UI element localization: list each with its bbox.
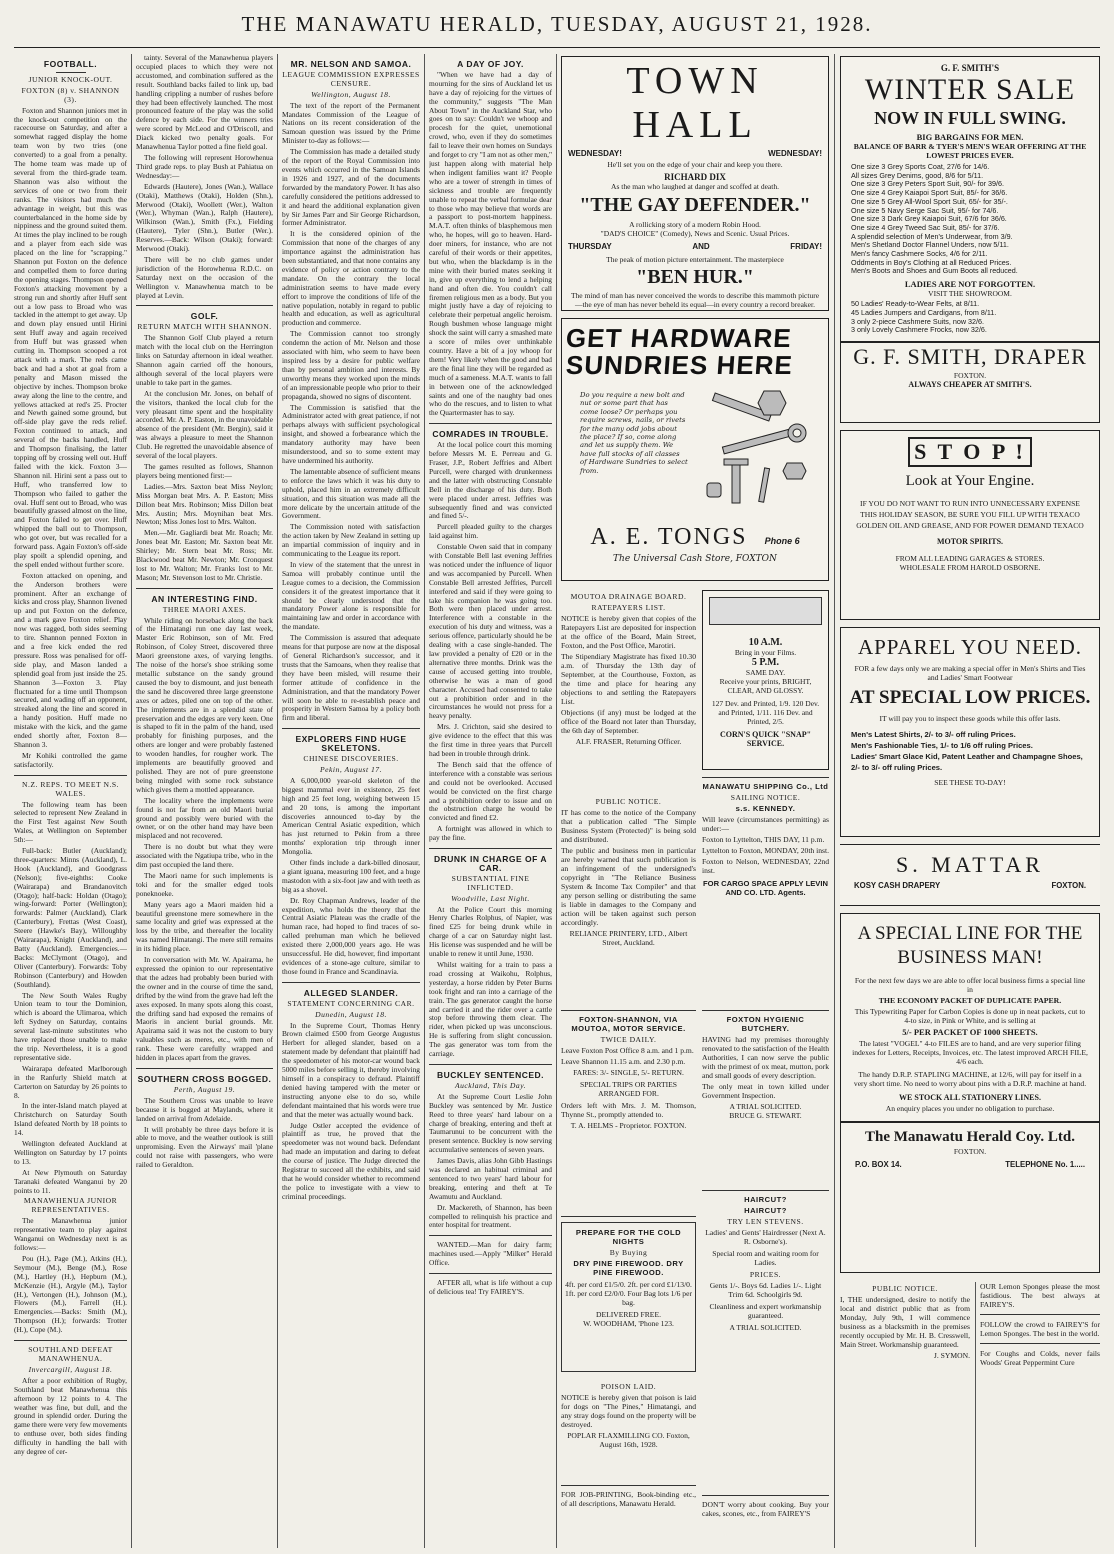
star-name: RICHARD DIX <box>664 172 726 182</box>
buckley-article: At the Supreme Court Leslie John Buckley was sentenced by Mr. Justice Reed to three years' hard labour on a charge of breaking, entering and theft at Taumarunui to be concurrent with the present sentence. Buckley is now serving accumulative sentences of seven years. <box>429 1091 552 1155</box>
divider <box>136 588 273 589</box>
kodak-line: SAME DAY. <box>745 668 786 677</box>
notice-subheading: RATEPAYERS LIST. <box>591 603 666 612</box>
sale-title: WINTER SALE <box>864 73 1076 106</box>
divider <box>282 728 420 729</box>
southland-article: After a poor exhibition of Rugby, Southland beat Manawhenua this afternoon by 12 points to 4. The weather was fine, but dull, and the ground in splendid order. During the game there were very few movements to enthuse over, both sides finding difficulty in handling the ball with any degree of cer- <box>14 1375 127 1457</box>
sale-item: One size 5 Grey All-Wool Sport Suit, 65/- for 35/-. <box>851 196 1008 206</box>
day-label: WEDNESDAY! <box>768 149 822 158</box>
herald-town: FOXTON. <box>953 1147 987 1156</box>
nz-reps-article: Full-back: Butler (Auckland); three-quarters: Minns (Auckland), L. Hook (Auckland), and Goodgrass (Nelson); five-eighths: Cooke (Wairarapa) and Brandanovitch (Otago); half-back: Holdan (Otago); wing-forward: Porter (Wellington); forwards: Palmer (Auckland), Clark (Canterbury), Frettas (West Coast), Steere (Hawke's Bay), Willoughby (Wairarapa), Knight (Auckland), and Batty (Auckland). Emergencies.—Backs: McClymont (Otago), and Oliver (Canterbury). Forwards: Toby Robinson (Canterbury) and Howden (Southland). <box>14 846 127 989</box>
football-article: The following will represent Horowhenua Third grade reps. to play Bush at Pahiatua on Wednesday:— <box>136 152 273 180</box>
apparel-ad <box>840 627 1100 837</box>
notice-body: Will leave (circumstances permitting) as under:— <box>702 815 829 833</box>
masthead-rule <box>14 47 1100 48</box>
promo-line: The peak of motion picture entertainment. The masterpiece <box>606 255 784 264</box>
notice-heading: FOXTON-SHANNON, VIA MOUTOA, MOTOR SERVICE. <box>571 1015 686 1033</box>
notice-body: I, THE undersigned, desire to notify the local and district public that as from Monday, July 9th, I will commence business as a blacksmith in the premises recently occupied by Mr. H. B. Cresswell, Main Street. Workmanship guaranteed. <box>840 1295 970 1349</box>
samoa-article: The Commission cannot too strongly condemn the action of Mr. Nelson and those associated with him, who seem to have been inspired less by a desire for public welfare than by personal ambition and interests. By unworthy means they worked upon the minds of an impressionable people who prior to their propaganda, showed no signs of discontent. <box>282 329 420 401</box>
sale-item: A splendid selection of Men's Underwear, from 3/9. <box>851 231 1013 241</box>
trouble-article: The Bench said that the offence of interference with a constable was serious and could not be overlooked. Accused would be convicted on the first charge and a prohibition order to issue and on the obstruction charge he would be convicted and fined £2. <box>429 759 552 823</box>
dateline: Wellington, August 18. <box>311 89 391 99</box>
samoa-article: The Commission is assured that adequate means for that purpose are now at the disposal of General Richardson's successor, and it trusts that the Samoans, when they realise that they have been misled, will resume their former attitude of confidence in the Administration, and that the mandatory Power will soon be able to re-establish peace and prosperity in Western Samoa by a policy both firm and liberal. <box>282 633 420 723</box>
divider <box>980 1314 1100 1315</box>
column-1 <box>14 54 127 1548</box>
firewood-prices: 4ft. per cord £1/5/0. 2ft. per cord £1/13/0. 1ft. per cord £2/0/0. Four Bag lots 1/6 per bag. <box>565 1280 692 1307</box>
prices-heading: PRICES. <box>749 1270 782 1279</box>
gf-smith-ad <box>840 56 1100 423</box>
sale-item: 3 only Lovely Cashmere Frocks, now 32/6. <box>851 325 987 335</box>
apparel-item: Ladies' Smart Glace Kid, Patent Leather and Champagne Shoes, 2/- to 3/- off ruling Prices. <box>851 752 1083 772</box>
wanted-ad: WANTED.—Man for dairy farm; machines used.—Apply "Milker" Herald Office. <box>429 1240 552 1268</box>
kodak-service: CORN'S QUICK "SNAP" SERVICE. <box>719 730 812 748</box>
tea-ad: AFTER all, what is life without a cup of delicious tea! Try FAIREY'S. <box>429 1278 552 1296</box>
kodak-time: 10 A.M. <box>748 637 783 648</box>
find-article: The locality where the implements were found is not far from an old Maori burial ground and possibly were buried with the owner, or on the other hand may have been misplaced and not recovered. <box>136 795 273 841</box>
drainage-notice <box>561 590 696 785</box>
dateline: Woodville, Last Night. <box>451 893 530 903</box>
dateline: Dunedin, August 18. <box>315 1009 387 1019</box>
business-body: This Typewriting Paper for Carbon Copies is done up in neat packets, cut to 4-to size, in Pink or White, and is selling at <box>854 1007 1086 1025</box>
trouble-article: Mrs. J. Crichton, said she desired to give evidence to the effect that this was the first time in three years that Purcell had been in trouble through drink. <box>429 722 552 758</box>
news-brief: Wairarapa defeated Marlborough in the Ranfurly Shield match at Carterton on Saturday by 26 points to 8. <box>14 1063 127 1100</box>
promo-line: "DAD'S CHOICE" (Comedy), News and Scenic. Usual Prices. <box>600 229 790 238</box>
column-divider <box>834 54 835 1548</box>
mattar-ad <box>840 844 1100 906</box>
notice-body: NOTICE is hereby given that poison is laid for dogs on "The Pines," Himatangi, and any stray dogs found on the property will be destroyed. <box>561 1393 696 1429</box>
joy-heading: A DAY OF JOY. <box>457 59 524 69</box>
samoa-subheading: LEAGUE COMMISSION EXPRESSES CENSURE. <box>282 69 420 88</box>
day-label: THURSDAY <box>568 242 612 251</box>
ad-body: FOR JOB-PRINTING, Book-binding etc., of all descriptions, Manawatu Herald. <box>561 1490 696 1508</box>
find-article: In conversation with Mr. W. Apairama, he expressed the opinion to our representative that the adzes had probably been buried with the owner and in the course of time the sand, drifted by the wind from the grave had left the axes exposed. In many spots along this coast, the drifting sand had exposed the remains of Maoris in ancient burial grounds. Mr. Apairama said it was not the custom to bury valuables such as meres, etc., with men of rank. These were carefully wrapped and hidden in places apart from the graves. <box>136 955 273 1063</box>
poison-notice <box>561 1380 696 1475</box>
store-name: G. F. SMITH'S <box>940 63 1000 73</box>
notice-heading: FOXTON HYGIENIC BUTCHERY. <box>726 1015 805 1033</box>
apparel-see: SEE THESE TO-DAY! <box>934 778 1006 787</box>
stationery-line: WE STOCK ALL STATIONERY LINES. <box>899 1093 1041 1102</box>
nz-reps-article: The New South Wales Rugby Union team to tour the Dominion, which is aboard the Ulimaroa, which left Sydney on Saturday, contains several last-minute substitutes who have replaced those unable to make the trip. Nevertheless, it is a good representative side. <box>14 990 127 1062</box>
divider <box>429 848 552 849</box>
golf-heading: GOLF. <box>190 311 219 322</box>
divider <box>282 982 420 983</box>
samoa-article: The Commission noted with satisfaction the action taken by New Zealand in setting up an impartial commission of inquiry and in communicating to the League its report. <box>282 522 420 559</box>
balance-line: BALANCE OF BARR & TYER'S MEN'S WEAR OFFERING AT THE LOWEST PRICES EVER. <box>853 142 1087 160</box>
skeletons-article: Dr. Roy Chapman Andrews, leader of the expedition, who holds the theory that the Central Asiatic Plateau was the cradle of the human race, had hoped to find traces of so-called prehuman man which he believed existed there 2,000,000 years ago. He was unsuccessful. He did, however, find important evidences of a stone-age culture, similar to those found in France and Scandinavia. <box>282 895 420 976</box>
hardware-copy: Do you require a new bolt and nut or some part that has come loose? Or perhaps you require screws, nails, or rivets for the many odd jobs about the place? If so, come along and let us supply them. We have full stocks of all classes of Hardware Sundries to select from. <box>580 391 688 475</box>
golf-article: The Shannon Golf Club played a return match with the local club on the Herrington links on Saturday afternoon in ideal weather. Shannon again carried off the honours, although several of the local players were unable to take part in the games. <box>136 333 273 387</box>
divider <box>429 1273 552 1274</box>
town-hall-title: TOWN HALL <box>626 60 764 146</box>
business-body: An enquiry places you under no obligation to purchase. <box>885 1104 1055 1113</box>
ad-body: Cleanliness and expert workmanship guaranteed. <box>709 1302 822 1320</box>
sale-item: Oddments in Boy's Clothing at all Reduced Prices. <box>851 257 1012 267</box>
skeletons-heading: EXPLORERS FIND HUGE SKELETONS. <box>295 734 407 754</box>
notice-body: IT has come to the notice of the Company that a publication called "The Simple Business System (Protected)" is being sold and distributed. <box>561 808 696 844</box>
hardware-headline: GET HARDWARE <box>564 323 793 353</box>
draper-slogan: ALWAYS CHEAPER AT SMITH'S. <box>908 379 1032 389</box>
sale-items <box>841 160 1099 279</box>
column-2 <box>136 54 273 1548</box>
sale-item: 50 Ladies' Ready-to-Wear Felts, at 8/11. <box>851 299 980 309</box>
business-heading: A SPECIAL LINE FOR THE BUSINESS MAN! <box>857 923 1083 968</box>
stop-from: FROM ALL LEADING GARAGES & STORES. <box>895 554 1045 563</box>
dateline: Pekin, August 17. <box>320 764 382 774</box>
motor-spirits: MOTOR SPIRITS. <box>936 537 1004 546</box>
apparel-heading: APPAREL YOU NEED. <box>857 635 1083 659</box>
slander-subheading: STATEMENT CONCERNING CAR. <box>287 998 415 1008</box>
sale-item: Men's Shetland Doctor Flannel Unders, now 5/11. <box>851 240 1009 250</box>
golf-article: Ladies.—Mrs. Saxton beat Miss Neylon; Miss Morgan beat Mrs. A. P. Easton; Miss Dillon beat Mrs. Robinson; Miss Dillon beat Mrs. Austin; Mrs. Moynihan beat Mrs. Newton; Miss Jones lost to Mrs. Walton. <box>136 481 273 527</box>
trial-line: A TRIAL SOLICITED. <box>729 1323 802 1332</box>
golf-article: The games resulted as follows, Shannon players being mentioned first:— <box>136 461 273 480</box>
southern-cross-heading: SOUTHERN CROSS BOGGED. <box>137 1073 272 1084</box>
visit-line: VISIT THE SHOWROOM. <box>928 289 1012 299</box>
news-brief: In the inter-Island match played at Christchurch on Saturday South Island defeated North by 18 points to 14. <box>14 1101 127 1138</box>
notice-body: Leave Foxton Post Office 8 a.m. and 1 p.m. <box>561 1046 694 1055</box>
prices: Gents 1/-. Boys 6d. Ladies 1/-. Light Trim 6d. Schoolgirls 9d. <box>709 1281 822 1299</box>
news-brief: At New Plymouth on Saturday Taranaki defeated Wanganui by 20 points to 11. <box>14 1167 127 1195</box>
divider <box>429 423 552 424</box>
ad-body: DON'T worry about cooking. Buy your cakes, scones, etc., from FAIREY'S <box>702 1500 829 1518</box>
divider <box>136 305 273 306</box>
news-brief: Wellington defeated Auckland at Wellington on Saturday by 17 points to 13. <box>14 1139 127 1166</box>
ad-heading: PREPARE FOR THE COLD NIGHTS <box>575 1228 682 1246</box>
fairey-ad <box>702 1495 829 1552</box>
kodak-time: 5 P.M. <box>751 657 780 668</box>
draper-town: FOXTON. <box>953 370 987 380</box>
slander-article: In the Supreme Court, Thomas Henry Brown claimed £500 from George Augustus Herbert for alleged slander, based on a statement made by defendant that plaintiff had the speedometer of his motor-car wound back 5000 miles before selling it, thereby involving himself in a conspiracy to defraud. Plaintiff denied having tampered with the meter or instructing anyone else to do so, while defendant maintained that his words were true and that the meter was actually wound back. <box>282 1020 420 1119</box>
divider <box>980 1343 1100 1344</box>
kodak-line: Bring in your Films. <box>734 648 797 657</box>
notice-body: Leave Shannon 11.15 a.m. and 2.30 p.m. <box>561 1057 686 1066</box>
business-body: For the next few days we are able to offer local business firms a special line in <box>854 976 1086 994</box>
notice-body: Lyttelton to Foxton, MONDAY, 20th inst. <box>702 846 829 855</box>
feature-title: "THE GAY DEFENDER." <box>579 194 811 216</box>
notice-body: NOTICE is hereby given that copies of the Ratepayers List are deposited for inspection at the office of the Board, Main Street, Foxton, and the Post Office, Marotiri. <box>561 614 696 650</box>
ladies-items <box>841 298 1099 337</box>
shop-tagline: The Universal Cash Store, FOXTON <box>613 554 777 564</box>
find-heading: AN INTERESTING FIND. <box>151 593 258 604</box>
sale-item: One size 4 Grey Tweed Sac Suit, 85/- for 37/6. <box>851 222 1000 232</box>
business-ad <box>840 913 1100 1273</box>
film-box-illustration <box>709 597 822 625</box>
sale-item: One size 4 Grey Kaiapoi Sport Suit, 85/- for 36/6. <box>851 188 1008 198</box>
notice-body: The Stipendiary Magistrate has fixed 10.30 a.m. of Thursday the 13th day of September, at the Courthouse, Foxton, as the time and place for hearing any objections to and settling the Ratepayers List. <box>561 652 696 706</box>
drunk-article: At the Police Court this morning Henry Charles Rolphus, of Napier, was fined £25 for being drunk while in charge of a car on Saturday night last. His license was suspended and he will be unable to renew it until June, 1930. <box>429 904 552 959</box>
find-article: While riding on horseback along the back of the Himatangi run one day last week, Master Eric Robinson, son of Mr. Fred Robinson, of Coley Street, discovered three Maori greenstone axes, of varying lengths. The noise of the horse's shoe striking some metallic substance on the sandy ground caused the boy to dismount, and just beneath the sand he discovered three large greenstone axes or adzes, piled one on top of the other. The implements are in a splendid state of preservation and the edges are very keen. One is shaped to fit in the palm of the hand, used probably for finishing purposes, and the others are longer and were probably fastened to wooden handles, for rougher work. The implements are beautifully grooved and polished. They are not of pure greenstone being mingled with some rock substance which gives them a mottled appearance. <box>136 615 273 794</box>
ad-subheading: TRY LEN STEVENS. <box>727 1217 804 1226</box>
hardware-headline: SUNDRIES HERE <box>564 350 794 380</box>
bargains-heading: BIG BARGAINS FOR MEN. <box>916 132 1024 142</box>
fairey-notices <box>980 1282 1100 1542</box>
shop-name: A. E. TONGS <box>590 524 748 550</box>
town-hall-ad <box>561 56 829 311</box>
day-label: FRIDAY! <box>790 242 822 251</box>
drunk-article: Whilst waiting for a train to pass a road crossing at Waikohu, Rolphus, yesterday, a horse ridden by Peter Burns took fright and ran into a carriage of the train. The gas generator caught the horse and carried it and the rider over a cattle stop before throwing them clear. The rider, when picked up was unconscious. He is suffering from slight concussion. The gas generator was torn from the carriage. <box>429 960 552 1059</box>
joy-article: "When we have had a day of mourning for the sins of Auckland let us have a day of rejoicing for the virtues of the community," suggests "The Man About Town" in the Auckland Star, who goes on to say: Couldn't we whoop and procesh for the quiet, unemotional crowd, who, even if they do sometimes fail to leave their own homes on Sundays and forget to cry "I am not as other men," just happen along with material help when indigent families want it? People who are a tower of strength in times of sickness and trouble are frequently unable to repeat the verbal formulae dear to those who may believe that words are a passport to post-mortem happiness. M.A.T. often thinks of blasphemous men who, he hopes, will go to heaven. Hard-doer miners, for instance, who are not careful of their words or their appetites, but who, when the blackdamp is in the mine with their buried mates seeking it in, give up everything to lend a helping hand and often die. You couldn't call firemen religious men as a body. But you might justly have a day of rejoicing to celebrate their perpetual angelic heroism. Rough bushmen whose language might shock the saint will carry a smashed mate a score of miles over unthinkable country. Have a bit of a joy whoop for them! Very likely when the good and bad are the final line they will be regarded as much of a sameness. M.A.T. wants to fall in between one of the acknowledged saints and one of the naughty bad ones who do the rescues, and to listen to what the Quartermaster has to say. <box>429 69 552 418</box>
column-3 <box>282 54 420 1548</box>
football-article: Foxton and Shannon juniors met in the knock-out competition on the racecourse on Saturday, and after a somewhat ragged display the home team won by two tries (one converted) to a goal from a penalty. The home team was made up of several from the third-grade team. Shannon was also without the services of one or two from their ranks. The visitors had much the advantage in weight, but this was counterbalanced in the home side by nippiness and the ground suited them. At times the play inclined to be rough and a player from each side was placed on the line for "scrapping." Shannon put Foxton on the defence and compelled them to force during the opening stages. Thompson opened Foxton's attacking movement by a strong run and shortly after Huff sent out a low pass to Broad who was tackled in the attempt to get away. Up and down play ensued until Hirini sent Huff away and again received from Huff but was grassed when cutting in. Thompson scooped a rot attack with a mark. The reds came back and had a shot at goal from a penalty and Mason missed the objective by inches. Thompson broke away along the line to the centre, and yellows attacked at red's 25. Procter and Newth gained some ground, but off-side play gave the reds relief. Foxton continued to attack, and several of the backs handled, Huff and Thompson finalising, the latter topping off by crossing well out. Huff failed with the kick. Foxton 3—Shannon nil. Hirini sent a pass out to Huff, who transferred low to Thompson who failed to gather the oval. Huff sent out to Broad, who was beautifully grassed almost on the line, and Foxton failed to get over. Huff whipped the ball out to Thompson, who got over, but was recalled for a forward pass. Again Foxton's off-side play spoilt a splendid opening, and the spell ended without further score. <box>14 105 127 569</box>
samoa-article: The lamentable absence of sufficient means to enforce the laws which it was his duty to uphold, placed him in an extremely difficult situation, and this situation was made all the more delicate by the uncertain attitude of the Government. <box>282 466 420 521</box>
blacksmith-notice <box>840 1282 970 1542</box>
sale-item: One size 5 Navy Serge Sac Suit, 95/- for 74/6. <box>851 205 999 215</box>
slander-heading: ALLEGED SLANDER. <box>303 987 399 998</box>
notice-body: HAVING had my premises thoroughly renovated to the satisfaction of the Health Authorities, I can now serve the public with the primest of ox meat, mutton, pork and small goods of every description. <box>702 1035 829 1080</box>
sale-item: Men's Boots and Shoes and Gum Boots all reduced. <box>851 266 1018 276</box>
fares: FARES: 3/- SINGLE, 5/- RETURN. <box>573 1068 684 1077</box>
po-box: P.O. BOX 14. <box>855 1160 902 1169</box>
dateline: Perth, August 19. <box>173 1084 236 1094</box>
stop-wholesale: WHOLESALE FROM HAROLD OSBORNE. <box>899 563 1041 572</box>
business-body: The handy D.R.P. STAPLING MACHINE, at 12/6, will pay for itself in a very short time. No need to worry about pins with a D.R.P. machine at hand. <box>853 1070 1087 1088</box>
find-article: There is no doubt but what they were associated with the Ngatiupa tribe, who in the dim past occupied the land there. <box>136 842 273 870</box>
dateline: Invercargill, August 18. <box>28 1364 113 1374</box>
divider <box>56 72 86 73</box>
ship-name: s.s. KENNEDY. <box>735 804 796 813</box>
notice-signature: POPLAR FLAXMILLING CO. Foxton, August 16th, 1928. <box>567 1431 690 1449</box>
samoa-article: The Commission has made a detailed study of the report of the Royal Commission into events which occurred in the Samoan Islands in 1926 and 1927, and of the documents forwarded by the mandatory Power. It has also carefully considered the petitions addressed to it and heard the additional explanation given by Sir James Parr and Sir George Richardson, former Administrator. <box>282 147 420 228</box>
economy-packet: THE ECONOMY PACKET OF DUPLICATE PAPER. <box>878 996 1062 1005</box>
southland-heading: SOUTHLAND DEFEAT MANAWHENUA. <box>28 1345 113 1363</box>
herald-company: The Manawatu Herald Coy. Ltd. <box>864 1129 1075 1145</box>
stop-heading: S T O P ! <box>908 437 1032 467</box>
southern-cross-article: It will probably be three days before it is able to move, and the weather outlook is still unpromising. Even the Airways' mail 'plane could not raise with passengers, who were railed to Geraldton. <box>136 1124 273 1170</box>
ad-heading: HAIRCUT? <box>744 1195 787 1204</box>
trial-line: A TRIAL SOLICITED. <box>729 1102 802 1111</box>
find-subheading: THREE MAORI AXES. <box>162 604 247 614</box>
divider <box>136 1068 273 1069</box>
kodak-prices: 127 Dev. and Printed, 1/9. 120 Dev. and Printed, 1/11. 116 Dev. and Printed, 2/5. <box>711 699 820 726</box>
apparel-pay: IT will pay you to inspect these goods while this offer lasts. <box>879 714 1061 723</box>
sale-item: 3 only 2-piece Cashmere Suits, now 32/6. <box>851 316 985 326</box>
notice-heading: PUBLIC NOTICE. <box>595 797 662 806</box>
special-trips: SPECIAL TRIPS OR PARTIES ARRANGED FOR. <box>580 1080 677 1098</box>
business-body: The latest "VOGEL" 4-to FILES are to hand, and are very superior filing indexes for Letters, Receipts, Invoices, etc. The latest improved ARCH FILE, 4/6 each. <box>852 1039 1088 1066</box>
column-divider <box>975 1282 976 1547</box>
draper-name: G. F. SMITH, DRAPER <box>853 343 1087 369</box>
butchery-ad <box>702 1010 829 1186</box>
ad-body: For Coughs and Colds, never fails Woods' Great Peppermint Cure <box>980 1349 1100 1367</box>
sale-item: One size 3 Grey Peters Sport Suit, 90/- for 39/6. <box>851 179 1005 189</box>
notice-body: The public and business men in particular are hereby warned that such publication is an infringement of the undersigned's copyright in "The Reliance Business System & Income Tax Compiler" and that any person selling or distributing the same is liable in damages to the Company and action will be taken against such person accordingly. <box>561 846 696 927</box>
notice-signature: W. WOODHAM, 'Phone 123. <box>583 1319 674 1328</box>
manawhenua-heading: MANAWHENUA JUNIOR REPRESENTATIVES. <box>23 1196 118 1215</box>
motor-service-ad <box>561 1010 696 1217</box>
trouble-article: A fortnight was allowed in which to pay the fine. <box>429 824 552 843</box>
shop-phone: Phone 6 <box>764 536 800 546</box>
notice-heading: PUBLIC NOTICE. <box>872 1284 938 1293</box>
cargo-agents: FOR CARGO SPACE APPLY LEVIN AND CO. LTD. Agents. <box>703 879 828 897</box>
football-article: There will be no club games under jurisdiction of the Horowhenua R.D.C. on Saturday next on the occasion of the Wellington v. Manawhenua match to be played at Levin. <box>136 254 273 300</box>
golf-article: At the conclusion Mr. Jones, on behalf of the visitors, thanked the local club for the very pleasant time spent and the hospitality accorded. Mr. A. P. Easton, in the unavoidable absence of the president (Mr. Bergin), said it was always a pleasure to meet the Shannon Club. He regretted the unavoidable absence of several of the local players. <box>136 388 273 461</box>
football-heading: FOOTBALL. <box>43 59 98 69</box>
notice-signature: ALF. FRASER, Returning Officer. <box>575 737 682 746</box>
ad-heading: HAIRCUT? <box>744 1206 787 1215</box>
promo-line: He'll set you on the edge of your chair and keep you there. <box>607 160 783 169</box>
firewood-ad <box>561 1222 696 1372</box>
kodak-line: Receive your prints, BRIGHT, CLEAR, AND GLOSSY. <box>719 677 812 695</box>
delivery: DELIVERED FREE. <box>596 1310 661 1319</box>
texaco-ad <box>840 430 1100 620</box>
dateline: Auckland, This Day. <box>454 1080 527 1090</box>
job-printing-ad <box>561 1485 696 1550</box>
ad-body: OUR Lemon Sponges please the most fastidious. The best always at FAIREY'S. <box>980 1282 1100 1309</box>
mattar-store: KOSY CASH DRAPERY <box>854 881 941 890</box>
stop-body: IF YOU DO NOT WANT TO RUN INTO UNNECESSARY EXPENSE THIS HOLIDAY SEASON, BE SURE YOU FILL UP WITH TEXACO GOLDEN OIL AND GREASE, AND FOR POWER DEMAND TEXACO <box>856 499 1084 530</box>
junior-heading: JUNIOR KNOCK-OUT. <box>28 74 113 84</box>
day-label: AND <box>692 242 710 251</box>
column-divider <box>131 54 132 1548</box>
divider <box>429 1235 552 1236</box>
mattar-name: S. MATTAR <box>896 852 1044 877</box>
business-price: 5/- PER PACKET OF 1000 SHEETS. <box>902 1027 1038 1037</box>
notice-signature: T. A. HELMS - Proprietor. FOXTON. <box>570 1121 687 1130</box>
southland-article: tainty. Several of the Manawhenua players occupied places to which they were not accustomed, and combination suffered as the result. Southland backs failed to link up, bad handling crippling a number of rushes before they had been effectively launched. The most pronounced feature of the play was the solid defence by each side. For the winners tries were scored by McLeod and O'Driscoll, and Diack kicked two penalty goals. For Manawhenua Taylor potted a fine field goal. <box>136 54 273 152</box>
column-divider <box>277 54 278 1548</box>
promo-line: A rollicking story of a modern Robin Hood. <box>629 220 761 229</box>
buckley-article: James Davis, alias John Gibb Hastings was declared an habitual criminal and sentenced to two years' hard labour for breaking, entering and theft at Te Awamutu and Auckland. <box>429 1156 552 1201</box>
newspaper-title: THE MANAWATU HERALD, TUESDAY, AUGUST 21, 1928. <box>241 12 873 36</box>
ad-body: FOLLOW the crowd to FAIREY'S for Lemon Sponges. The best in the world. <box>980 1320 1100 1338</box>
trouble-heading: COMRADES IN TROUBLE. <box>432 429 549 440</box>
sale-item: One size 3 Grey Sports Coat, 27/6 for 14/6. <box>851 162 990 171</box>
southern-cross-article: The Southern Cross was unable to leave because it is bogged at Maylands, where it landed on arrival from Adelaide. <box>136 1095 273 1123</box>
trouble-article: Constable Owen said that in company with Constable Bell last evening Jeffries was noticed under the influence of liquor and was accompanied by Purcell. When Constable Bell arrested Jeffries, Purcell interfered and said if they were going to take his companion he was going too. Both were then placed under arrest. Interference with a constable in the execution of his duty and witness, was a serious offence, particularly should he be dealing with a case single-handed. The law provided a penalty of £20 or in the alternative three months. Drink was the cause of accused getting into trouble, otherwise he was a man of good character. Accused had consented to take out a prohibition order and in the circumstances he would not press for a heavy penalty. <box>429 542 552 721</box>
stop-subheading: Look at Your Engine. <box>905 473 1035 489</box>
hardware-ad <box>561 318 829 581</box>
divider <box>14 1340 127 1341</box>
nz-reps-heading: N.Z. REPS. TO MEET N.S. WALES. <box>22 779 119 798</box>
manawhenua-article: The Manawhenua junior representative team to play against Wanganui on Wednesday next is as follows:— <box>14 1216 127 1252</box>
drunk-heading: DRUNK IN CHARGE OF A CAR. <box>433 854 548 873</box>
ad-subheading: By Buying <box>609 1248 648 1257</box>
drunk-subheading: SUBSTANTIAL FINE INFLICTED. <box>451 873 530 892</box>
apparel-item: Men's Latest Shirts, 2/- to 3/- off ruling Prices. <box>851 730 1016 739</box>
manawhenua-article: Pou (H.), Page (M.), Atkins (H.), Seymour (M.), Benge (M.), Rose (M.), Hartley (H.), Hepburn (M.), McKenzie (H.), Argyle (M.), Taylor (H.), Vertongen (H.), Johnson (M.), Flowers (M.), Farrell (H.). Emergencies.—Backs: Smith (M.), Thompson (H.); forwards: Trotter (H.), Cope (M.). <box>14 1253 127 1335</box>
samoa-article: The text of the report of the Permanent Mandates Commission of the League of Nations on its recent consideration of the Samoan question was issued by the Prime Minister to-day as follows:— <box>282 100 420 146</box>
notice-body: Foxton to Lyttelton, THIS DAY, 11 p.m. <box>702 835 825 844</box>
shipping-company: MANAWATU SHIPPING Co., Ltd <box>702 782 829 791</box>
notice-body: Orders left with Mrs. J. M. Thomson, Thynne St., promptly attended to. <box>561 1101 696 1119</box>
trouble-article: At the local police court this morning before Messrs M. E. Perreau and G. Fraser, J.P., Robert Jeffries and Albert Purcell, were charged with drunkenness and the latter with obstructing Constable Bell in the discharge of his duty. Both were placed under arrest. Jeffries was subsequently fined and was convicted and fined 5/-. <box>429 440 552 521</box>
ladies-heading: LADIES ARE NOT FORGOTTEN. <box>904 279 1036 290</box>
notice-subheading: TWICE DAILY. <box>600 1035 657 1044</box>
day-label: WEDNESDAY! <box>568 149 622 158</box>
copyright-notice <box>561 795 696 1005</box>
notice-signature: BRUCE G. STEWART. <box>729 1111 802 1120</box>
sale-subtitle: NOW IN FULL SWING. <box>874 108 1066 128</box>
samoa-article: It is the considered opinion of the Commission that none of the charges of any importance against the administration has been substantiated, and that none contains any evidence of policy or action contrary to the mandate. On the contrary the local administration seems to have made every effort to improve the conditions of life of the native population, notably in regard to public health and education, as well as agricultural production and commerce. <box>282 229 420 328</box>
skeletons-article: Other finds include a dark-billed dinosaur, a giant iguana, measuring 100 feet, and a huge mastodon with a six-foot jaw and with teeth as big as a shovel. <box>282 858 420 894</box>
notice-signature: J. SYMON. <box>933 1351 970 1360</box>
promo-line: The mind of man has never conceived the words to describe this mammoth picture—the eye of man has never beheld its equal—in every country a record breaker. <box>570 291 820 309</box>
kodak-ad <box>702 590 829 770</box>
haircut-ad <box>702 1190 829 1491</box>
bolts-illustration <box>702 383 822 513</box>
ad-body: Special room and waiting room for Ladies. <box>712 1249 819 1267</box>
samoa-heading: MR. NELSON AND SAMOA. <box>290 59 412 69</box>
apparel-item: Men's Fashionable Ties, 1/- to 1/6 off ruling Prices. <box>851 741 1033 750</box>
notice-body: Foxton to Nelson, WEDNESDAY, 22nd inst. <box>702 857 829 875</box>
apparel-body: FOR a few days only we are making a special offer in Men's Shirts and Ties and Ladies' Smart Footwear <box>854 664 1086 682</box>
football-article: Foxton attacked on opening, and the Anderson brothers were prominent. After an exchange of kicks and cross play, Shannon livened up and put Foxton on the defence, and a mark gave Foxton relief. Play now was ragged, both sides seeming to tire. Shannon penned Foxton in and a free kick ended the red pressure. Ross was penalised for off-side play, and Mason landed a splendid goal from just inside the 25. Shannon 3—Foxton 3. Play fluctuated for a time until Thompson secured, and wading off an opponent, streaked along the line and scored in a handy position. Huff made no mistake with the kick, and the game ended shortly after, Foxton 8—Shannon 3. <box>14 570 127 749</box>
divider <box>14 775 127 776</box>
samoa-article: The Commission is satisfied that the Administrator acted with great patience, if not perhaps always with sufficient psychological insight, and showed a forbearance which the mandatory authority may have been misunderstood, and so to some extent may have undermined his authority. <box>282 402 420 465</box>
football-article: Mr Kohiki controlled the game satisfactorily. <box>14 750 127 769</box>
buckley-article: Dr. Mackereth, of Shannon, has been compelled to relinquish his practice and enter hospital for treatment. <box>429 1202 552 1230</box>
football-article: Edwards (Hautere), Jones (Wan.), Wallace (Otaki), Matthews (Otaki), Holden (Shn.), Merwood (Otaki), Woollett (Wer.), Walton (Wer.), Whyman (Wan.), Ralph (Hautere), Wilkinson (Wan.), Smith (Fx.), Fielding (Hautere), Tyler (Shn.), Butler (Wer.). Reserves.—Back: Wilson (Otaki); forward: Merwood (Otaki). <box>136 181 273 254</box>
match-heading: FOXTON (8) v. SHANNON (3). <box>21 85 120 104</box>
golf-subheading: RETURN MATCH WITH SHANNON. <box>137 322 272 332</box>
skeletons-subheading: CHINESE DISCOVERIES. <box>303 754 399 764</box>
telephone: TELEPHONE No. 1..... <box>1005 1160 1085 1169</box>
apparel-low: AT SPECIAL LOW PRICES. <box>849 687 1091 708</box>
mattar-town: FOXTON. <box>1051 881 1086 890</box>
firewood-name: DRY PINE FIREWOOD. DRY PINE FIREWOOD. <box>573 1259 684 1277</box>
skeletons-article: A 6,000,000 year-old skeleton of the biggest mammal ever in existence, 25 feet high and 25 feet long, weighing between 15 and 20 tons, is among the important discoveries announced to-day by the American Central Asiatic expedition, which has just returned to Pekin from a three months' exploration trip through inner Mongolia. <box>282 775 420 857</box>
trouble-article: Purcell pleaded guilty to the charges laid against him. <box>429 522 552 541</box>
masthead <box>0 0 1114 48</box>
sale-item: All sizes Grey Denims, good, 8/6 for 5/11. <box>851 170 984 180</box>
sale-item: One size 3 Dark Grey Kaiapoi Suit, 67/6 for 36/6. <box>851 214 1007 224</box>
sale-item: 45 Ladies Jumpers and Cardigans, from 8/11. <box>851 307 997 317</box>
find-article: The Maori name for such implements is toki and for the smaller edged tools poneknoeke. <box>136 870 273 898</box>
feature-title: "BEN HUR." <box>636 266 754 288</box>
notice-heading: MOUTOA DRAINAGE BOARD. <box>570 592 687 601</box>
notice-signature: RELIANCE PRINTERY, LTD., Albert Street, Auckland. <box>569 929 688 947</box>
buckley-heading: BUCKLEY SENTENCED. <box>436 1069 545 1080</box>
notice-body: Objections (if any) must be lodged at the office of the Board not later than Thursday, the 6th day of September. <box>561 708 696 735</box>
column-4 <box>429 54 552 1548</box>
shipping-ad <box>702 777 829 1004</box>
divider <box>429 1064 552 1065</box>
find-article: Many years ago a Maori maiden hid a beautiful greenstone mere somewhere in the same locality and grief was expressed at the loss by the tribe, and thereafter the locality was named Himatangi. The mere still remains in its hiding place. <box>136 899 273 954</box>
notice-heading: POISON LAID. <box>600 1382 657 1391</box>
column-divider <box>556 54 557 1548</box>
golf-article: Men.—Mr. Gagliardi beat Mr. Roach; Mr. Jones beat Mr. Easton; Mr. Saxton beat Mr. Shirley; Mr. Stern beat Mr. Ross; Mr. Blackwood beat Mr. Newton; Mr. Cronquest lost to Mr. Walton; Mr. Franks lost to Mr. Mason; Mr. Stevenson lost to Mr. Christie. <box>136 528 273 582</box>
promo-line: As the man who laughed at danger and scoffed at death. <box>611 182 779 191</box>
column-divider <box>424 54 425 1548</box>
slander-article: Judge Ostler accepted the evidence of plaintiff as true, he proved that the speedometer was not wound back. Defendant had made an imputation and daring to defeat the course of justice. The Judge directed the Registrar to succeed all the exhibits, and said that he would consider whether to recommend the police to investigate with a view to criminal proceedings. <box>282 1120 420 1201</box>
notice-body: The only meat in town killed under Government Inspection. <box>702 1082 829 1100</box>
samoa-article: In view of the statement that the unrest in Samoa will probably continue until the League comes to a decision, the Commission considers it of the greatest importance that it should be clearly understood that the mandatory Power alone is responsible for maintaining law and order in accordance with the mandate. <box>282 559 420 632</box>
notice-subheading: SAILING NOTICE. <box>730 793 801 802</box>
sale-item: Men's fancy Cashmere Socks, 4/6 for 2/11. <box>851 249 988 259</box>
nz-reps-article: The following team has been selected to represent New Zealand in the First Test against New South Wales, at Wellington on September 5th:— <box>14 799 127 845</box>
ad-body: Ladies' and Gents' Hairdresser (Next A. R. Osborne's). <box>705 1228 826 1246</box>
apparel-items <box>841 727 1099 775</box>
